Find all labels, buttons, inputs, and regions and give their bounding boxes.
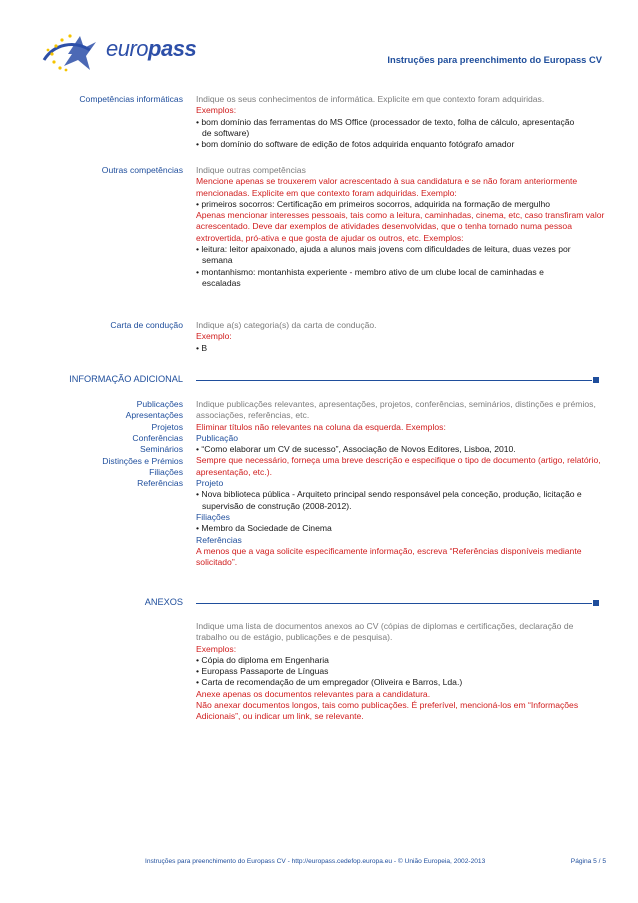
computer-skills-intro: Indique os seus conhecimentos de informática. Explicite em que contexto foram adquiridas. <box>196 94 545 104</box>
driving-licence-intro: Indique a(s) categoria(s) da carta de condução. <box>196 320 377 330</box>
project-subheading: Projeto <box>196 478 224 489</box>
section-marker-square <box>593 600 599 606</box>
other-skills-note: Mencione apenas se trouxerem valor acrescentado à sua candidatura e se não foram anteriormente mencionadas. Explicite em que contexto foram adquiridas. Exemplo: <box>196 176 578 198</box>
list-item: • B <box>196 342 208 353</box>
logo-wordmark: europass <box>106 36 197 61</box>
other-skills-intro: Indique outras competências <box>196 165 306 175</box>
list-item: • bom domínio do software de edição de fotos adquirida enquanto fotógrafo amador <box>196 139 515 150</box>
list-item: • montanhismo: montanhista experiente - membro ativo de um clube local de caminhadas e <box>196 266 544 277</box>
driving-licence-body <box>196 320 606 354</box>
list-item: • “Como elaborar um CV de sucesso”, Associação de Novos Editores, Lisboa, 2010. <box>196 444 516 455</box>
computer-skills-body <box>196 94 606 150</box>
annexes-intro: Indique uma lista de documentos anexos ao CV (cópias de diplomas e certificações, declaração de trabalho ou de estágio, publicações e de pesquisa). <box>196 621 574 643</box>
document-title: Instruções para preenchimento do Europass CV <box>387 54 602 65</box>
additional-info-label-projects: Projetos <box>151 421 183 432</box>
page-number: Página 5 / 5 <box>570 858 606 865</box>
section-marker-square <box>593 377 599 383</box>
europass-logo <box>40 30 197 75</box>
annexes-title: ANEXOS <box>144 597 183 607</box>
additional-info-title: INFORMAÇÃO ADICIONAL <box>69 374 183 384</box>
additional-info-body <box>196 399 606 568</box>
computer-skills-examples-label: Exemplos: <box>196 105 237 116</box>
additional-info-note: Eliminar títulos não relevantes na coluna da esquerda. Exemplos: <box>196 421 446 432</box>
list-item: • primeiros socorros: Certificação em primeiros socorros, adquirida na formação de mergulho <box>196 198 551 209</box>
additional-info-intro: Indique publicações relevantes, apresentações, projetos, conferências, seminários, distinções e prémios, associações, referências, etc. <box>196 399 596 421</box>
annexes-note: Anexe apenas os documentos relevantes para a candidatura. <box>196 688 431 699</box>
computer-skills-label: Competências informáticas <box>79 94 183 104</box>
list-item-continuation: supervisão de construção (2008-2012). <box>202 500 352 511</box>
list-item-continuation: semana <box>202 255 233 266</box>
additional-info-label-memberships: Filiações <box>149 466 183 477</box>
additional-info-note: Sempre que necessário, forneça uma breve descrição e especifique o tipo de documento (artigo, relatório, apresentação, etc.). <box>196 455 601 477</box>
list-item-continuation: escaladas <box>202 277 241 288</box>
additional-info-label-references: Referências <box>137 478 183 489</box>
list-item: • Nova biblioteca pública - Arquiteto principal sendo responsável pela conceção, produção, licitação e <box>196 489 582 500</box>
list-item: • Europass Passaporte de Línguas <box>196 666 329 677</box>
list-item: • bom domínio das ferramentas do MS Office (processador de texto, folha de cálculo, apresentação <box>196 116 575 127</box>
additional-info-label-publications: Publicações <box>136 399 183 409</box>
annexes-examples-label: Exemplos: <box>196 643 237 654</box>
driving-licence-label: Carta de condução <box>110 320 183 330</box>
list-item: • Cópia do diploma em Engenharia <box>196 654 329 665</box>
publication-subheading: Publicação <box>196 432 239 443</box>
list-item: • leitura: leitor apaixonado, ajuda a alunos mais jovens com dificuldades de leitura, duas vezes por <box>196 244 571 255</box>
other-skills-label: Outras competências <box>101 165 183 175</box>
additional-info-note: A menos que a vaga solicite especificamente informação, escreva “Referências disponíveis mediante solicitado”. <box>196 545 582 568</box>
additional-info-label-presentations: Apresentações <box>125 410 183 421</box>
memberships-subheading: Filiações <box>196 511 230 522</box>
driving-licence-example-label: Exemplo: <box>196 331 232 342</box>
references-subheading: Referências <box>196 534 242 545</box>
europass-figure-icon <box>40 30 110 75</box>
other-skills-body <box>196 165 606 289</box>
other-skills-note: Apenas mencionar interesses pessoais, tais como a leitura, caminhadas, cinema, etc, caso transfiram valor acrescentado. Deve dar exemplos de atividades desenvolvidas, que o tenha tornado numa pessoa extrovertida, pró-ativa e que gosta de ajudar os outros, etc. Exemplos: <box>196 210 605 243</box>
additional-info-label-conferences: Conferências <box>132 432 183 443</box>
additional-info-label-awards: Distinções e Prémios <box>102 455 183 466</box>
list-item: • Carta de recomendação de um empregador (Oliveira e Barros, Lda.) <box>196 677 463 688</box>
annexes-note: Não anexar documentos longos, tais como publicações. É preferível, mencioná-los em “Informações Adicionais”, ou indicar um link, se relevante. <box>196 700 579 722</box>
additional-info-label-seminars: Seminários <box>140 444 183 455</box>
annexes-body <box>196 621 606 723</box>
section-divider <box>196 380 592 381</box>
footer-text: Instruções para preenchimento do Europass CV - http://europass.cedefop.europa.eu - © União Europeia, 2002-2013 <box>145 858 486 865</box>
list-item: • Membro da Sociedade de Cinema <box>196 523 332 534</box>
section-divider <box>196 603 592 604</box>
list-item-continuation: de software) <box>202 127 250 138</box>
